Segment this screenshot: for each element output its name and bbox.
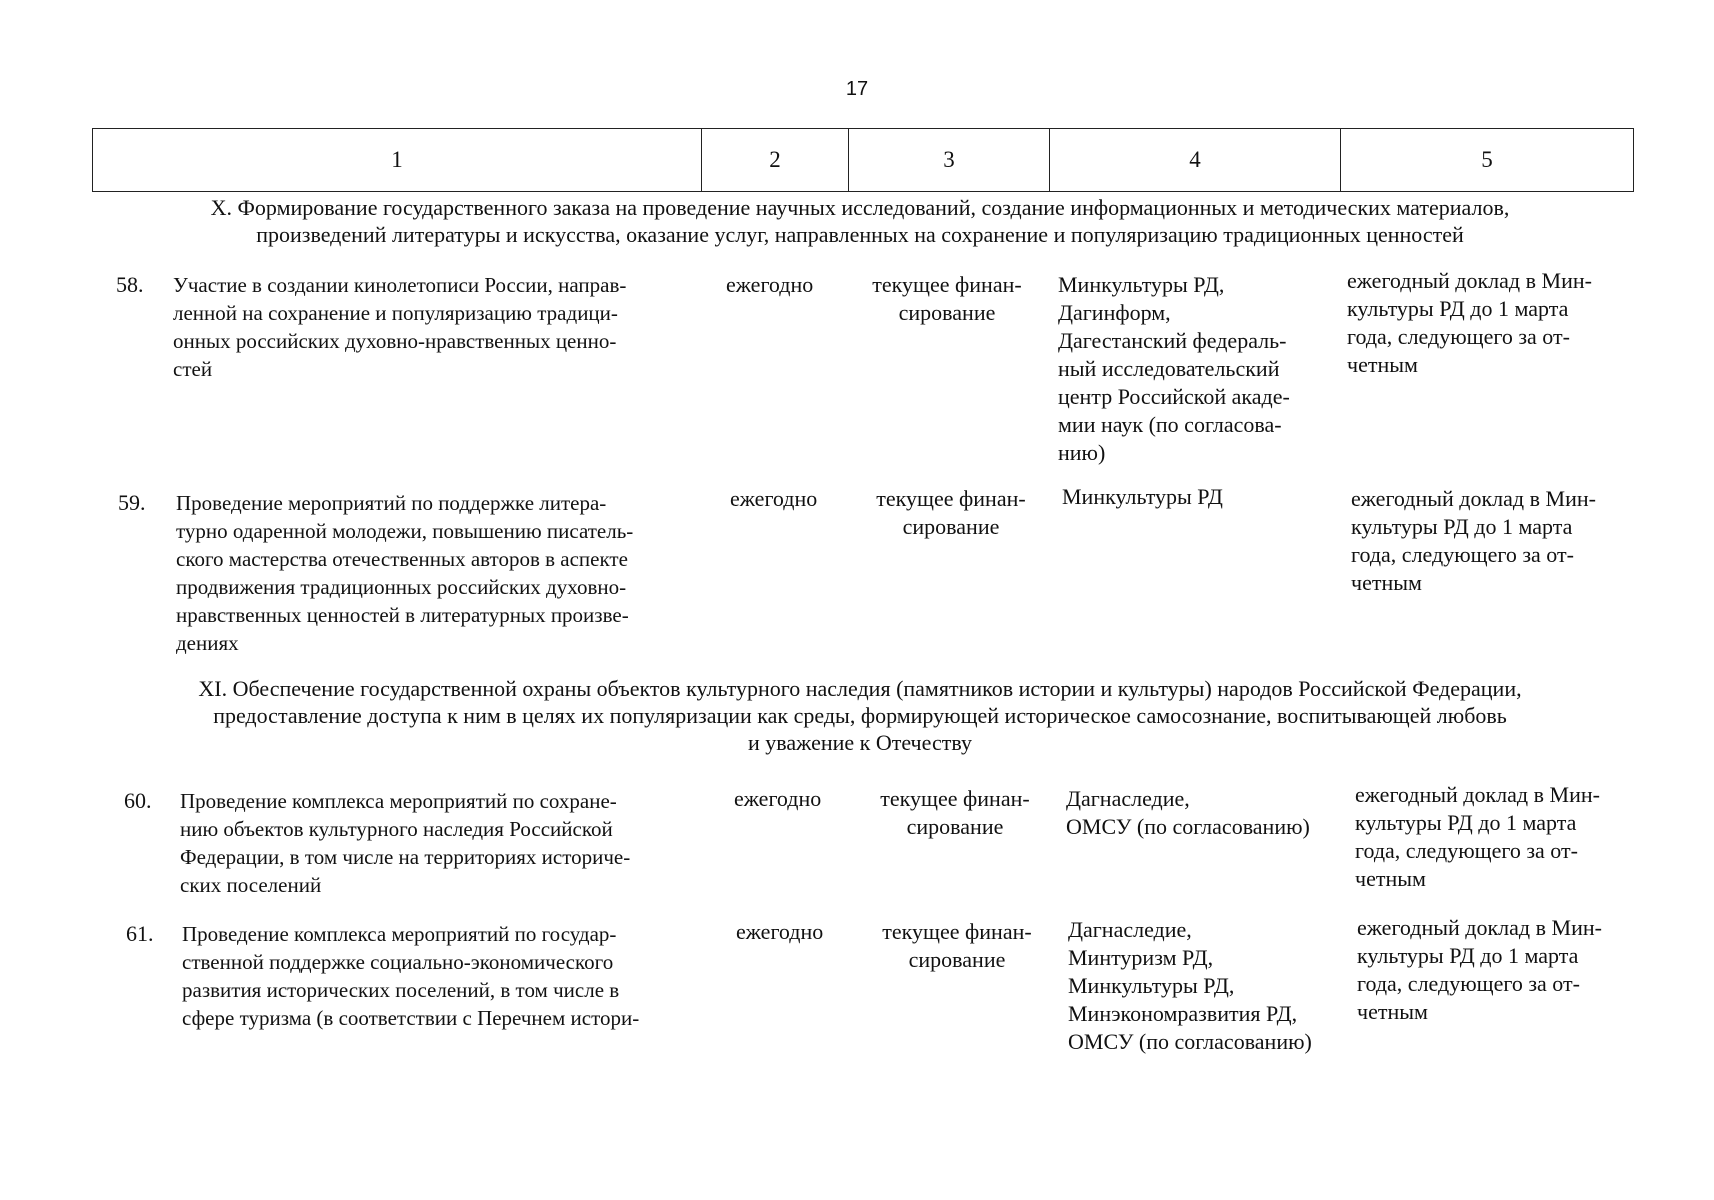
- row-event: Проведение комплекса мероприятий по сохране- нию объектов культурного наследия Российской Федерации, в том числе на территориях историче- ских поселений: [180, 789, 631, 897]
- section-title-xi: XI. Обеспечение государственной охраны объектов культурного наследия (памятников истории и культуры) народов Российской Федерации, предоставление доступа к ним в целях их популяризации как среды, формирующей историческое самосознание, воспитывающей любовь и уважение к Отечеству: [198, 676, 1522, 755]
- row-source: текущее финан- сирование: [882, 919, 1032, 972]
- row-event: Проведение мероприятий по поддержке литера- турно одаренной молодежи, повышению писатель- ского мастерства отечественных авторов в аспекте продвижения традиционных российских духовно- нравственных ценностей в литературных произве- дениях: [176, 491, 634, 655]
- page-number: 17: [845, 78, 869, 100]
- row-event: Проведение комплекса мероприятий по государ- ственной поддержке социально-экономического развития исторических поселений, в том числе в сфере туризма (в соответствии с Перечнем истори-: [182, 922, 640, 1030]
- row-executors: Дагнаследие, ОМСУ (по согласованию): [1066, 786, 1310, 839]
- row-result: ежегодный доклад в Мин- культуры РД до 1 марта года, следующего за от- четным: [1355, 782, 1600, 891]
- row-source: текущее финан- сирование: [876, 486, 1026, 539]
- row-term: ежегодно: [736, 919, 824, 944]
- row-result: ежегодный доклад в Мин- культуры РД до 1 марта года, следующего за от- четным: [1351, 486, 1596, 595]
- row-term: ежегодно: [726, 272, 814, 297]
- column-header-table: [92, 128, 1634, 192]
- row-source: текущее финан- сирование: [880, 786, 1030, 839]
- row-source: текущее финан- сирование: [872, 272, 1022, 325]
- header-col-3: 3: [849, 129, 1050, 192]
- row-executors: Минкультуры РД, Дагинформ, Дагестанский федераль- ный исследовательский центр Российской акаде- мии наук (по согласова- нию): [1058, 272, 1290, 465]
- row-number: 61.: [126, 921, 154, 946]
- row-number: 59.: [118, 490, 146, 515]
- row-number: 60.: [124, 788, 152, 813]
- header-col-4: 4: [1050, 129, 1341, 192]
- row-result: ежегодный доклад в Мин- культуры РД до 1 марта года, следующего за от- четным: [1347, 268, 1592, 377]
- row-number: 58.: [116, 272, 144, 297]
- row-executors: Дагнаследие, Минтуризм РД, Минкультуры РД, Минэкономразвития РД, ОМСУ (по согласованию): [1068, 917, 1312, 1054]
- row-event: Участие в создании кинолетописи России, направ- ленной на сохранение и популяризацию традици- онных российских духовно-нравственных ценно- стей: [173, 273, 627, 381]
- header-col-5: 5: [1341, 129, 1634, 192]
- row-term: ежегодно: [734, 786, 822, 811]
- header-col-2: 2: [702, 129, 849, 192]
- section-title-x: X. Формирование государственного заказа на проведение научных исследований, создание информационных и методических материалов, произведений литературы и искусства, оказание услуг, направленных на сохранение и популяризацию традиционных ценностей: [210, 195, 1510, 247]
- row-executors: Минкультуры РД: [1062, 484, 1223, 509]
- header-col-1: 1: [93, 129, 702, 192]
- row-term: ежегодно: [730, 486, 818, 511]
- row-result: ежегодный доклад в Мин- культуры РД до 1 марта года, следующего за от- четным: [1357, 915, 1602, 1024]
